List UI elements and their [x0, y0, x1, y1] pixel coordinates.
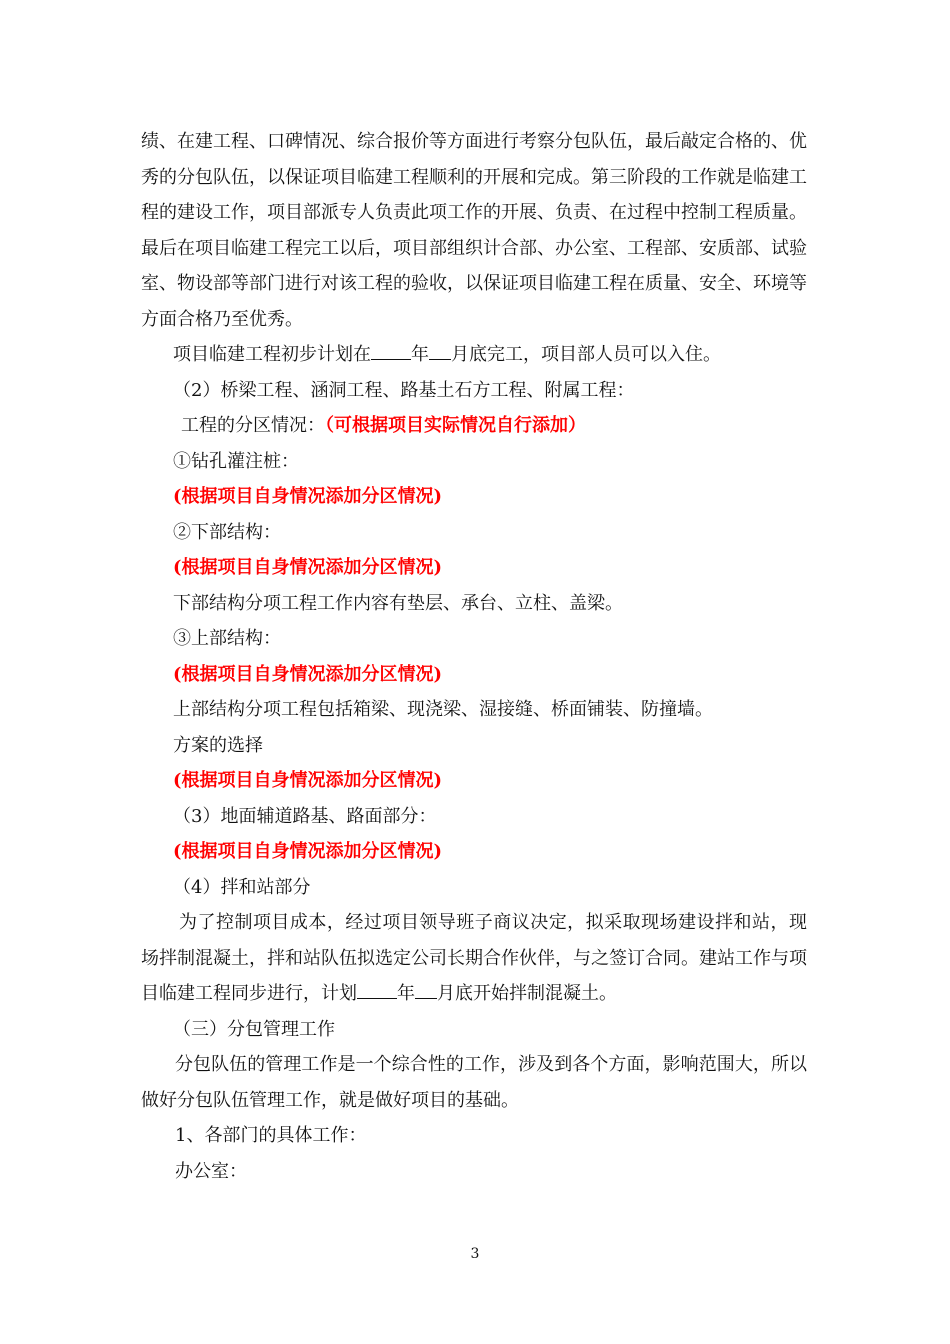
paragraph-completion-plan	[141, 337, 807, 373]
mixing-plant-text-c: 月底开始拌制混凝土。	[437, 983, 617, 1004]
paragraph-inspection: 绩、在建工程、口碑情况、综合报价等方面进行考察分包队伍，最后敲定合格的、优秀的分包队伍，以保证项目临建工程顺利的开展和完成。第三阶段的工作就是临建工程的建设工作，项目部派专人负责此项工作的开展、负责、在过程中控制工程质量。最后在项目临建工程完工以后，项目部组织计合部、办公室、工程部、安质部、试验室、物设部等部门进行对该工程的验收，以保证项目临建工程在质量、安全、环境等方面合格乃至优秀。	[141, 131, 807, 330]
heading-office: 办公室：	[175, 1160, 247, 1182]
zoning-note: （可根据项目实际情况自行添加）	[325, 415, 586, 436]
completion-plan-text-a: 项目临建工程初步计划在	[173, 344, 371, 365]
heading-plan-selection: 方案的选择	[173, 734, 263, 756]
heading-subcontract-management: （三）分包管理工作	[173, 1018, 335, 1040]
completion-plan-text-c: 月底完工，项目部人员可以入住。	[451, 344, 721, 365]
item-substructure: ②下部结构：	[173, 521, 281, 543]
mixing-plant-year: 年	[397, 983, 415, 1004]
placeholder-note-5: (根据项目自身情况添加分区情况)	[173, 841, 443, 862]
zoning-label: 工程的分区情况：	[181, 415, 325, 436]
heading-bridge-works: （2）桥梁工程、涵洞工程、路基土石方工程、附属工程：	[173, 379, 635, 401]
placeholder-note-4: (根据项目自身情况添加分区情况)	[173, 770, 443, 791]
heading-mixing-plant: （4）拌和站部分	[173, 876, 311, 898]
paragraph-mixing-plant	[141, 905, 807, 1012]
mixing-year-blank	[357, 980, 397, 999]
page-number: 3	[470, 1246, 480, 1262]
month-blank	[429, 341, 451, 360]
paragraph-substructure-items: 下部结构分项工程工作内容有垫层、承台、立柱、盖梁。	[173, 592, 623, 614]
placeholder-note-2: (根据项目自身情况添加分区情况)	[173, 557, 443, 578]
item-bored-piles: ①钻孔灌注桩：	[173, 450, 299, 472]
mixing-month-blank	[415, 980, 437, 999]
paragraph-zoning	[141, 408, 807, 444]
completion-plan-year: 年	[411, 344, 429, 365]
item-superstructure: ③上部结构：	[173, 628, 281, 649]
mixing-plant-text-a: 为了控制项目成本，经过项目领导班子商议决定，拟采取现场建设拌和站，现场拌制混凝土，拌和站队伍拟选定公司长期合作伙伴，与之签订合同。建站工作与项目临建工程同步进行，计划	[141, 912, 807, 1004]
heading-auxiliary-road: （3）地面辅道路基、路面部分：	[173, 805, 437, 827]
heading-department-duties: 1、各部门的具体工作：	[175, 1125, 367, 1146]
placeholder-note-1: (根据项目自身情况添加分区情况)	[173, 486, 443, 507]
paragraph-subcontract-management: 分包队伍的管理工作是一个综合性的工作，涉及到各个方面，影响范围大，所以做好分包队伍管理工作，就是做好项目的基础。	[141, 1054, 807, 1111]
document-body	[141, 124, 807, 1189]
paragraph-superstructure-items: 上部结构分项工程包括箱梁、现浇梁、湿接缝、桥面铺装、防撞墙。	[173, 699, 713, 720]
year-blank	[371, 341, 411, 360]
placeholder-note-3: (根据项目自身情况添加分区情况)	[173, 663, 443, 685]
